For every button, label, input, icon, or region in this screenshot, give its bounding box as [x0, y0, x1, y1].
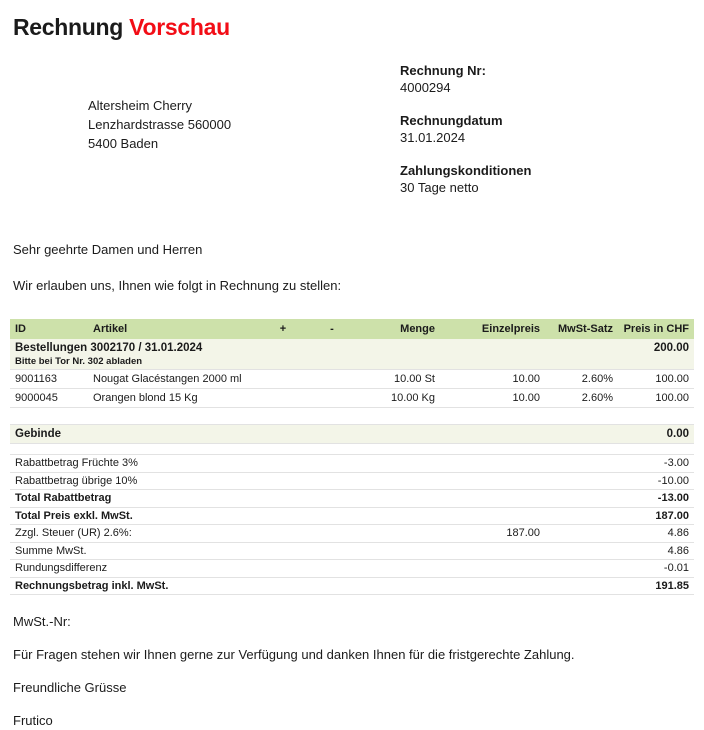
order-group-note-row	[10, 356, 694, 370]
order-group-total: 200.00	[653, 341, 689, 354]
order-group-title: Bestellungen 3002170 / 31.01.2024	[15, 341, 203, 354]
summary-value: -13.00	[657, 492, 689, 505]
summary-value: -10.00	[657, 474, 689, 487]
invoice-date-value: 31.01.2024	[400, 130, 466, 145]
summary-label: Rechnungsbetrag inkl. MwSt.	[15, 579, 169, 592]
invoice-table	[10, 319, 694, 595]
item-id: 9000045	[15, 392, 58, 404]
item-menge: 10.00 Kg	[390, 392, 435, 404]
item-preis: 100.00	[655, 373, 689, 385]
recipient-name: Altersheim Cherry	[88, 98, 193, 113]
summary-value: -0.01	[663, 562, 689, 575]
item-plus-cell	[258, 389, 308, 408]
regards-line: Freundliche Grüsse	[13, 680, 127, 695]
item-minus-cell	[308, 370, 356, 389]
invoice-date-label: Rechnungdatum	[400, 113, 503, 128]
gebinde-label: Gebinde	[15, 428, 62, 440]
summary-row-total-exkl-mwst	[10, 507, 694, 525]
item-mwst: 2.60%	[581, 373, 613, 385]
summary-mid	[440, 472, 545, 490]
summary-label: Zzgl. Steuer (UR) 2.6%:	[15, 527, 132, 540]
item-artikel: Nougat Glacéstangen 2000 ml	[93, 373, 242, 385]
page-title	[13, 14, 704, 41]
summary-mid	[440, 560, 545, 578]
company-name: Frutico	[13, 713, 53, 728]
invoice-preview-page	[0, 14, 704, 726]
invoice-number-label: Rechnung Nr:	[400, 63, 486, 78]
payment-terms-value: 30 Tage netto	[400, 180, 479, 195]
item-plus-cell	[258, 370, 308, 389]
header-artikel: Artikel	[88, 319, 258, 339]
gebinde-row	[10, 425, 694, 444]
vat-number-label: MwSt.-Nr:	[13, 614, 71, 629]
header-plus: +	[258, 319, 308, 339]
payment-terms-label: Zahlungskonditionen	[400, 163, 532, 178]
item-einzelpreis: 10.00	[512, 392, 540, 404]
closing-line: Für Fragen stehen wir Ihnen gerne zur Verfügung und danken Ihnen für die fristgerechte Zahlung.	[13, 647, 575, 662]
summary-value: 191.85	[655, 579, 689, 592]
summary-row-rabatt-fruechte	[10, 455, 694, 473]
header-mwst-satz: MwSt-Satz	[545, 319, 618, 339]
item-artikel: Orangen blond 15 Kg	[93, 392, 198, 404]
payment-terms-block	[400, 162, 531, 196]
invoice-meta	[400, 62, 531, 212]
footer-section	[0, 613, 704, 730]
recipient-street: Lenzhardstrasse 560000	[88, 117, 232, 132]
greeting-line: Sehr geehrte Damen und Herren	[13, 242, 203, 257]
summary-label: Summe MwSt.	[15, 544, 87, 557]
table-header-row	[10, 319, 694, 339]
summary-row-total-rabatt	[10, 490, 694, 508]
item-minus-cell	[308, 389, 356, 408]
spacer-row	[10, 408, 694, 425]
summary-mid: 187.00	[506, 527, 540, 540]
invoice-number-block	[400, 62, 531, 96]
spacer-row	[10, 444, 694, 455]
invoice-date-block	[400, 112, 531, 146]
summary-label: Total Rabattbetrag	[15, 492, 112, 505]
item-preis: 100.00	[655, 392, 689, 404]
summary-value: -3.00	[663, 457, 689, 470]
summary-row-rabatt-uebrige	[10, 472, 694, 490]
summary-row-summe-mwst	[10, 542, 694, 560]
table-row	[10, 389, 694, 408]
title-vorschau: Vorschau	[129, 14, 230, 40]
summary-label: Total Preis exkl. MwSt.	[15, 509, 133, 522]
summary-value: 187.00	[655, 509, 689, 522]
table-row	[10, 370, 694, 389]
invoice-number-value: 4000294	[400, 80, 451, 95]
summary-label: Rundungsdifferenz	[15, 562, 108, 575]
summary-row-rechnungsbetrag	[10, 577, 694, 595]
item-einzelpreis: 10.00	[512, 373, 540, 385]
header-einzelpreis: Einzelpreis	[440, 319, 545, 339]
summary-row-rundungsdifferenz	[10, 560, 694, 578]
header-minus: -	[308, 319, 356, 339]
gebinde-value: 0.00	[666, 428, 689, 440]
header-id: ID	[10, 319, 88, 339]
header-menge: Menge	[356, 319, 440, 339]
order-group-note: Bitte bei Tor Nr. 302 abladen	[15, 356, 143, 367]
summary-mid	[440, 577, 545, 595]
order-group-row	[10, 339, 694, 356]
summary-mid	[440, 490, 545, 508]
summary-value: 4.86	[667, 527, 689, 540]
summary-label: Rabattbetrag Früchte 3%	[15, 457, 138, 470]
item-menge: 10.00 St	[394, 373, 435, 385]
summary-value: 4.86	[667, 544, 689, 557]
summary-mid	[440, 507, 545, 525]
intro-line: Wir erlauben uns, Ihnen wie folgt in Rechnung zu stellen:	[13, 278, 342, 293]
header-info-section	[0, 41, 704, 241]
summary-mid	[440, 455, 545, 473]
summary-row-zzgl-steuer	[10, 525, 694, 543]
summary-mid	[440, 542, 545, 560]
item-id: 9001163	[15, 373, 58, 385]
header-preis-chf: Preis in CHF	[618, 319, 694, 339]
item-mwst: 2.60%	[581, 392, 613, 404]
recipient-city: 5400 Baden	[88, 136, 159, 151]
title-rechnung: Rechnung	[13, 14, 124, 40]
summary-label: Rabattbetrag übrige 10%	[15, 474, 138, 487]
recipient-address	[88, 96, 231, 153]
